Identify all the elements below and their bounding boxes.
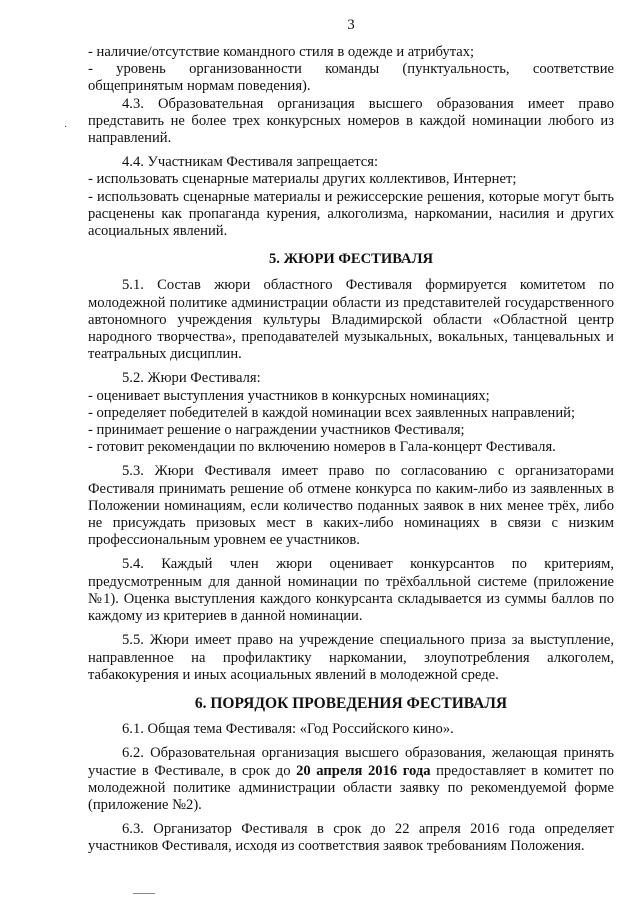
deadline-date: 20 апреля 2016 года [296, 762, 431, 779]
prohibition-item: - использовать сценарные материалы других коллективов, Интернет; [88, 171, 517, 188]
clause-5-2: 5.2. Жюри Фестиваля: [122, 370, 261, 387]
clause-6-3: 6.3. Организатор Фестиваля в срок до 22 апреля 2016 года определяет участников Фестиваля, исходя из соответствия заявок требованиям Положения. [88, 821, 614, 855]
clause-6-1: 6.1. Общая тема Фестиваля: «Год Российского кино». [122, 721, 454, 738]
page-number: 3 [347, 17, 355, 33]
section-5-title: 5. ЖЮРИ ФЕСТИВАЛЯ [268, 251, 434, 268]
jury-duty-item: - готовит рекомендации по включению номеров в Гала-концерт Фестиваля. [88, 439, 556, 456]
jury-duty-item: - определяет победителей в каждой номинации всех заявленных направлений; [88, 404, 576, 421]
clause-5-4: 5.4. Каждый член жюри оценивает конкурсантов по критериям, предусмотренным для данной номинации по трёхбалльной системе (приложение №1). Оценка выступления каждого конкурсанта складывается из суммы баллов по каждому из критериев в данной номинации. [88, 556, 614, 625]
clause-5-1: 5.1. Состав жюри областного Фестиваля формируется комитетом по молодежной политике администрации области из представителей государственного автономного учреждения культуры Владимирской области «Областной центр народного творчества», преподавателей музыкальных, вокальных, танцевальных и театральных дисциплин. [88, 277, 614, 363]
jury-duty-item: - оценивает выступления участников в конкурсных номинациях; [88, 387, 490, 404]
clause-6-2-text-end: предоставляет в комитет по молодежной политике администрации области заявку по рекомендуемой форме (приложение №2). [88, 762, 614, 813]
clause-4-4: 4.4. Участникам Фестиваля запрещается: [122, 154, 379, 171]
bottom-scan-mark [133, 893, 155, 898]
document-body [88, 44, 614, 856]
jury-duty-item: - принимает решение о награждении участников Фестиваля; [88, 422, 465, 439]
clause-5-5: 5.5. Жюри имеет право на учреждение специального приза за выступление, направленное на профилактику наркомании, злоупотребления алкоголем, табакокурения и иных асоциальных явлений в молодежной среде. [88, 632, 614, 683]
clause-6-2-text: 6.2. Образовательная организация высшего образования, желающая принять участие в Фестивале, в срок до [88, 745, 614, 779]
clause-5-3: 5.3. Жюри Фестиваля имеет право по согласованию с организаторами Фестиваля принимать решение об отмене конкурса по каким-либо из заявленных в Положении номинациям, если количество поданных заявок в них менее трёх, либо не присуждать призовых мест в каких-либо номинациях в связи с низким профессиональным уровнем ее участников. [88, 463, 614, 549]
criteria-line: - наличие/отсутствие командного стиля в одежде и атрибутах; [88, 44, 475, 60]
clause-6-2 [88, 745, 614, 814]
clause-4-3: 4.3. Образовательная организация высшего образования имеет право представить не более трех конкурсных номеров в каждой номинации любого из направлений. [88, 95, 614, 147]
criteria-line: - уровень организованности команды (пунктуальность, соответствие общепринятым нормам поведения). [88, 61, 614, 95]
margin-mark: · [64, 122, 68, 133]
section-6-title: 6. ПОРЯДОК ПРОВЕДЕНИЯ ФЕСТИВАЛЯ [194, 694, 508, 712]
prohibition-item: - использовать сценарные материалы и режиссерские решения, которые могут быть расценены как пропаганда курения, алкоголизма, наркомании, насилия и других асоциальных явлений. [88, 188, 614, 240]
